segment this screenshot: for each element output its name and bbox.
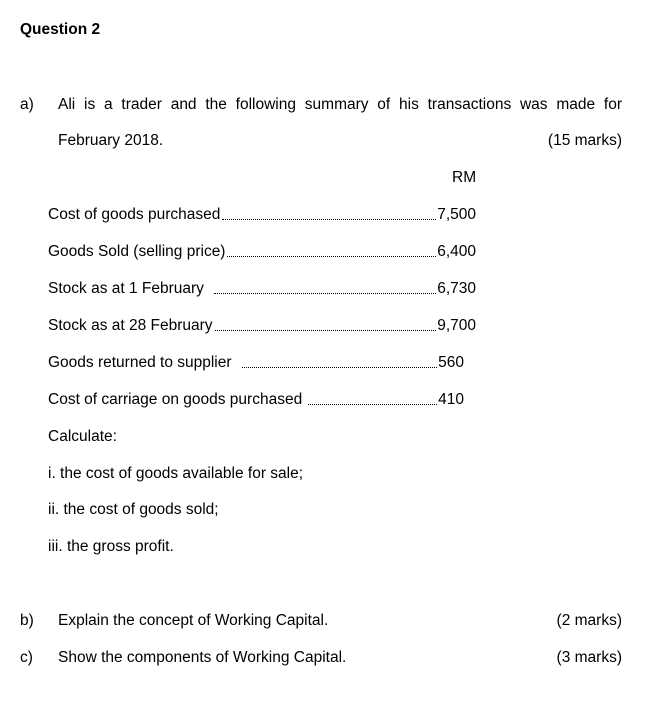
part-c-label: c) xyxy=(20,649,33,666)
sub-item-iii: iii. the gross profit. xyxy=(48,538,174,555)
item-row-goods-returned xyxy=(48,353,464,373)
leader-dots xyxy=(214,279,436,294)
leader-dots xyxy=(242,353,438,368)
part-c-marks: (3 marks) xyxy=(556,649,622,666)
question-title: Question 2 xyxy=(20,21,101,38)
item-value: 9,700 xyxy=(437,317,476,334)
leader-dots xyxy=(222,205,436,220)
leader-dots xyxy=(215,316,437,331)
calculate-label: Calculate: xyxy=(48,428,117,445)
part-b-marks: (2 marks) xyxy=(556,612,622,629)
item-label: Goods Sold (selling price) xyxy=(48,243,226,260)
item-value: 560 xyxy=(438,354,464,371)
item-value: 6,730 xyxy=(437,280,476,297)
item-label: Stock as at 28 February xyxy=(48,317,213,334)
part-b-label: b) xyxy=(20,612,34,629)
sub-item-i: i. the cost of goods available for sale; xyxy=(48,465,304,482)
item-row-cost-purchased xyxy=(48,205,476,225)
part-a-label: a) xyxy=(20,96,34,113)
sub-item-ii: ii. the cost of goods sold; xyxy=(48,501,219,518)
part-a-intro-line2: February 2018. xyxy=(58,132,164,149)
currency-header: RM xyxy=(452,169,477,186)
item-label: Goods returned to supplier xyxy=(48,354,232,371)
leader-dots xyxy=(227,242,436,257)
item-value: 410 xyxy=(438,391,464,408)
item-row-stock-28-feb xyxy=(48,316,476,336)
part-c-text: Show the components of Working Capital. xyxy=(58,649,347,666)
item-value: 6,400 xyxy=(437,243,476,260)
item-row-goods-sold xyxy=(48,242,476,262)
item-label: Stock as at 1 February xyxy=(48,280,204,297)
item-row-carriage xyxy=(48,390,464,410)
item-value: 7,500 xyxy=(437,206,476,223)
part-a-intro-line1: Ali is a trader and the following summary of his transactions was made for xyxy=(58,96,622,113)
item-label: Cost of carriage on goods purchased xyxy=(48,391,303,408)
item-label: Cost of goods purchased xyxy=(48,206,221,223)
part-a-marks: (15 marks) xyxy=(547,132,622,149)
leader-dots xyxy=(308,390,437,405)
part-b-text: Explain the concept of Working Capital. xyxy=(58,612,329,629)
item-row-stock-1-feb xyxy=(48,279,476,299)
